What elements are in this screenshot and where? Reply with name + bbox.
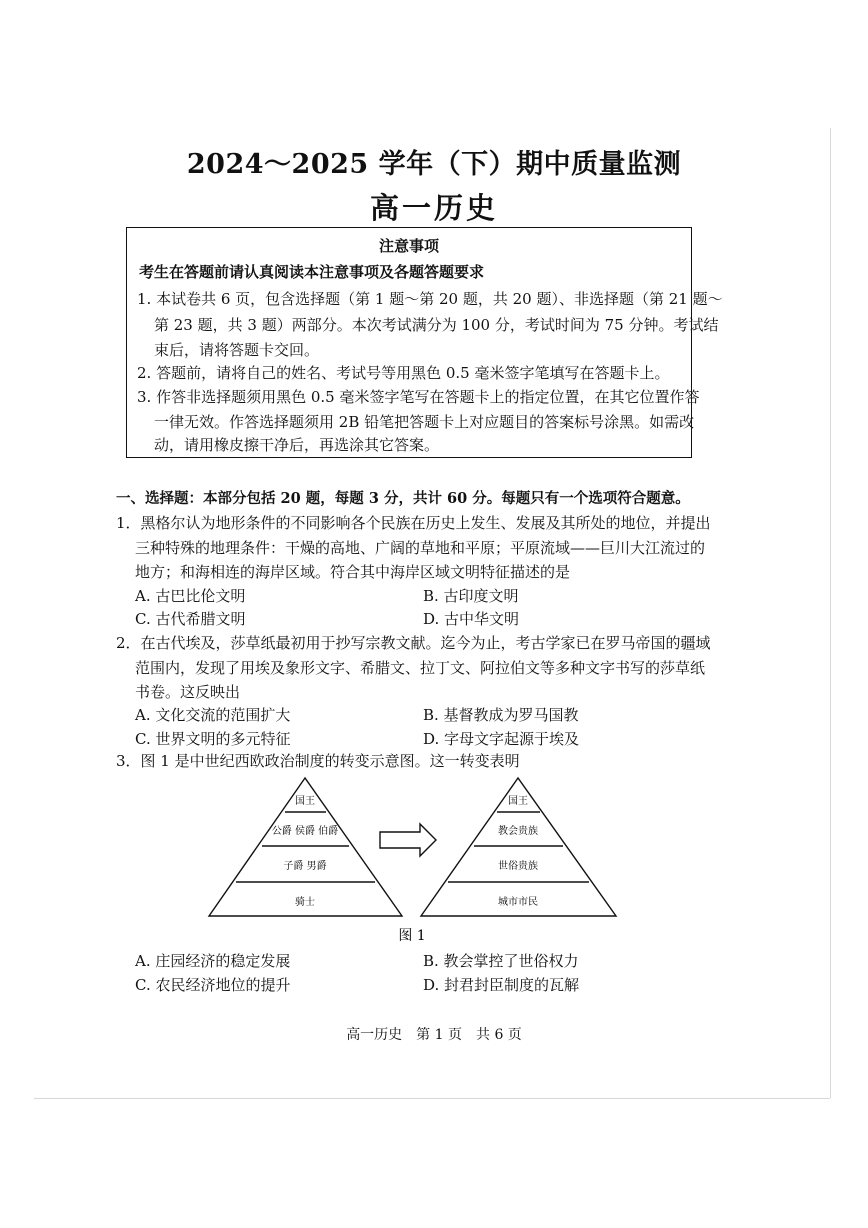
- page-edge-bottom: [34, 1098, 830, 1099]
- question-2-option-c: C. 世界文明的多元特征: [135, 730, 291, 748]
- page-footer: 高一历史 第 1 页 共 6 页: [346, 1027, 522, 1043]
- question-1-option-c: C. 古代希腊文明: [135, 610, 246, 628]
- question-2-line: 书卷。这反映出: [135, 683, 241, 701]
- question-3-option-b: B. 教会掌控了世俗权力: [423, 952, 579, 970]
- question-3-line: 3．图 1 是中世纪西欧政治制度的转变示意图。这一转变表明: [116, 752, 520, 770]
- question-2-line: 2．在古代埃及，莎草纸最初用于抄写宗教文献。迄今为止，考古学家已在罗马帝国的疆域: [116, 634, 711, 652]
- question-1-line: 地方；和海相连的海岸区域。符合其中海岸区域文明特征描述的是: [135, 563, 571, 581]
- right-level-3: 世俗贵族: [498, 861, 538, 872]
- right-level-4: 城市市民: [498, 897, 538, 908]
- question-2-option-b: B. 基督教成为罗马国教: [423, 706, 579, 724]
- question-2-option-a: A. 文化交流的范围扩大: [135, 706, 291, 724]
- right-level-2: 教会贵族: [498, 826, 538, 837]
- notice-line: 2. 答题前，请将自己的姓名、考试号等用黑色 0.5 毫米签字笔填写在答题卡上。: [137, 364, 670, 382]
- left-level-4: 骑士: [295, 897, 315, 908]
- question-1-line: 三种特殊的地理条件：干燥的高地、广阔的草地和平原；平原流域——巨川大江流过的: [135, 539, 706, 557]
- question-2-line: 范围内，发现了用埃及象形文字、希腊文、拉丁文、阿拉伯文等多种文字书写的莎草纸: [135, 659, 706, 677]
- question-1-line: 1．黑格尔认为地形条件的不同影响各个民族在历史上发生、发展及其所处的地位，并提出: [116, 514, 711, 532]
- notice-line: 动，请用橡皮擦干净后，再选涂其它答案。: [154, 436, 440, 454]
- question-1-option-b: B. 古印度文明: [423, 587, 519, 605]
- notice-line: 1. 本试卷共 6 页，包含选择题（第 1 题～第 20 题，共 20 题）、非选择题（第 21 题～: [137, 290, 723, 308]
- right-level-1: 国王: [508, 796, 528, 807]
- exam-title: 2024～2025 学年（下）期中质量监测: [186, 149, 682, 180]
- question-3-option-a: A. 庄园经济的稳定发展: [135, 952, 291, 970]
- subject-title: 高一历史: [369, 191, 498, 225]
- left-level-3: 子爵 男爵: [283, 861, 327, 872]
- notice-heading: 注意事项: [378, 237, 439, 255]
- section-heading: 一、选择题：本部分包括 20 题，每题 3 分，共计 60 分。每题只有一个选项符合题意。: [116, 490, 690, 507]
- notice-line: 一律无效。作答选择题须用 2B 铅笔把答题卡上对应题目的答案标号涂黑。如需改: [154, 413, 695, 431]
- notice-line: 第 23 题，共 3 题）两部分。本次考试满分为 100 分，考试时间为 75 分钟。考试结: [154, 316, 719, 334]
- notice-subheading: 考生在答题前请认真阅读本注意事项及各题答题要求: [139, 263, 485, 281]
- question-1-option-a: A. 古巴比伦文明: [135, 587, 246, 605]
- question-3-option-c: C. 农民经济地位的提升: [135, 976, 291, 994]
- left-level-1: 国王: [295, 796, 315, 807]
- left-level-2: 公爵 侯爵 伯爵: [271, 826, 339, 837]
- question-3-option-d: D. 封君封臣制度的瓦解: [423, 976, 580, 994]
- question-2-option-d: D. 字母文字起源于埃及: [423, 730, 580, 748]
- notice-line: 束后，请将答题卡交回。: [154, 341, 320, 359]
- notice-line: 3. 作答非选择题须用黑色 0.5 毫米签字笔写在答题卡上的指定位置，在其它位置作答: [137, 388, 700, 406]
- transition-arrow: [380, 824, 436, 856]
- figure-caption: 图 1: [398, 928, 426, 944]
- question-1-option-d: D. 古中华文明: [423, 610, 520, 628]
